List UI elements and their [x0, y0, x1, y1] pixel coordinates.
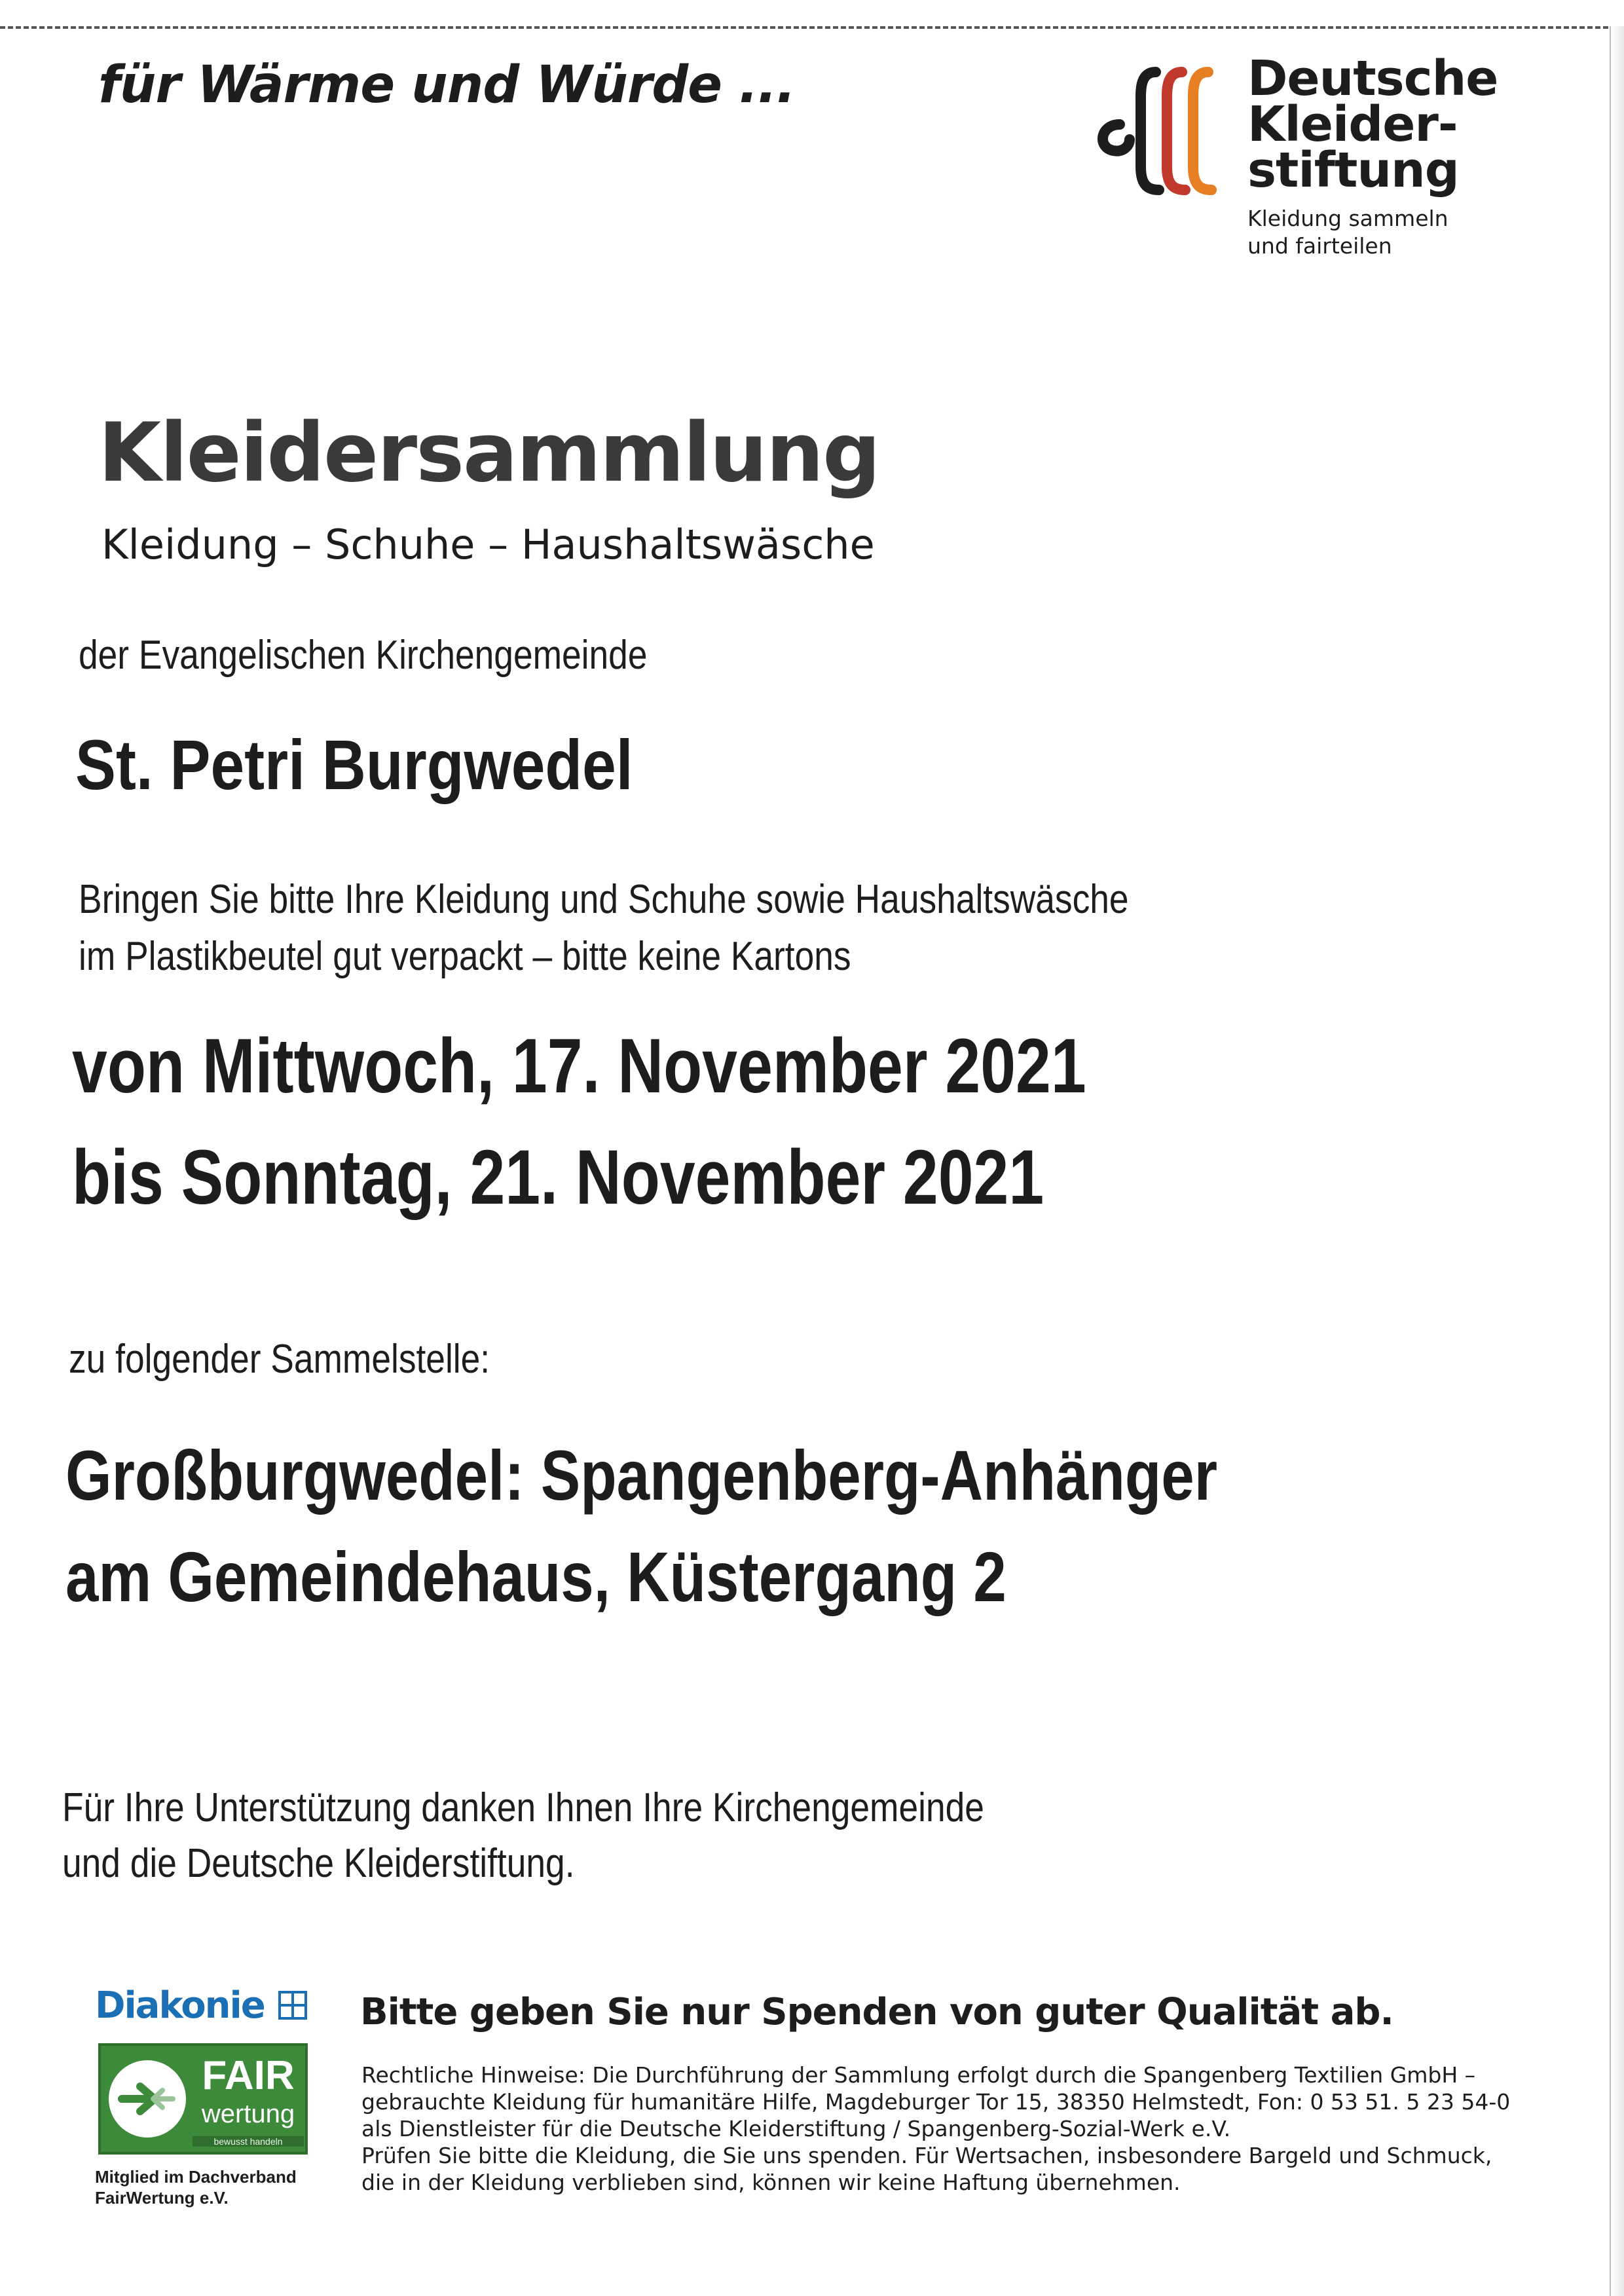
- location-intro: zu folgender Sammelstelle:: [69, 1337, 490, 1382]
- logo-name-line: Deutsche: [1247, 50, 1498, 107]
- legal-line: die in der Kleidung verblieben sind, können wir keine Haftung übernehmen.: [361, 2170, 1181, 2195]
- legal-line: als Dienstleister für die Deutsche Kleiderstiftung / Spangenberg-Sozial-Werk e.V.: [361, 2116, 1231, 2141]
- logo-tagline: [1247, 205, 1498, 260]
- membership-note: [95, 2166, 297, 2208]
- fair-tagline: bewusst handeln: [193, 2136, 304, 2147]
- instruction-line: Bringen Sie bitte Ihre Kleidung und Schuhe sowie Haushaltswäsche: [79, 877, 1129, 922]
- logo-tagline-line: Kleidung sammeln: [1247, 206, 1449, 231]
- motto: für Wärme und Würde ...: [98, 56, 796, 115]
- organizer-intro: der Evangelischen Kirchengemeinde: [79, 633, 648, 678]
- membership-line: FairWertung e.V.: [95, 2188, 229, 2208]
- thanks-line: und die Deutsche Kleiderstiftung.: [62, 1841, 575, 1886]
- fair-subword: wertung: [201, 2100, 295, 2128]
- fairwertung-badge: [98, 2043, 308, 2155]
- top-dashed-border: [0, 26, 1624, 29]
- diakonie-logo-text: Diakonie: [95, 1984, 265, 2027]
- legal-line: Rechtliche Hinweise: Die Durchführung der Sammlung erfolgt durch die Spangenberg Textilien GmbH –: [361, 2062, 1476, 2088]
- thanks-line: Für Ihre Unterstützung danken Ihnen Ihre Kirchengemeinde: [62, 1785, 984, 1830]
- quality-note: Bitte geben Sie nur Spenden von guter Qualität ab.: [360, 1991, 1393, 2033]
- logo-wordmark: [1247, 50, 1498, 260]
- deutsche-kleiderstiftung-logo-icon: [1094, 62, 1225, 200]
- page-subtitle: Kleidung – Schuhe – Haushaltswäsche: [101, 521, 875, 568]
- legal-line: gebrauchte Kleidung für humanitäre Hilfe, Magdeburger Tor 15, 38350 Helmstedt, Fon: 0 53 51. 5 23 54-0: [361, 2089, 1511, 2115]
- logo-name-line: Kleider-: [1247, 96, 1458, 153]
- page-title: Kleidersammlung: [98, 406, 879, 500]
- organizer-name: St. Petri Burgwedel: [75, 725, 633, 804]
- page-edge-shadow: [1610, 26, 1624, 2296]
- location-line: Großburgwedel: Spangenberg-Anhänger: [65, 1435, 1218, 1515]
- instruction-line: im Plastikbeutel gut verpackt – bitte keine Kartons: [79, 934, 851, 979]
- location-line: am Gemeindehaus, Küstergang 2: [65, 1537, 1006, 1616]
- diakonie-cross-icon: [278, 1991, 307, 2020]
- date-to: bis Sonntag, 21. November 2021: [72, 1134, 1044, 1221]
- fair-word: FAIR: [202, 2053, 295, 2098]
- fairwertung-arrow-icon: [109, 2060, 186, 2138]
- logo-tagline-line: und fairteilen: [1247, 233, 1392, 259]
- legal-line: Prüfen Sie bitte die Kleidung, die Sie uns spenden. Für Wertsachen, insbesondere Bargeld und Schmuck,: [361, 2143, 1492, 2168]
- membership-line: Mitglied im Dachverband: [95, 2167, 297, 2187]
- logo-name-line: stiftung: [1247, 142, 1459, 198]
- date-from: von Mittwoch, 17. November 2021: [72, 1023, 1086, 1109]
- legal-notice: [361, 2062, 1540, 2196]
